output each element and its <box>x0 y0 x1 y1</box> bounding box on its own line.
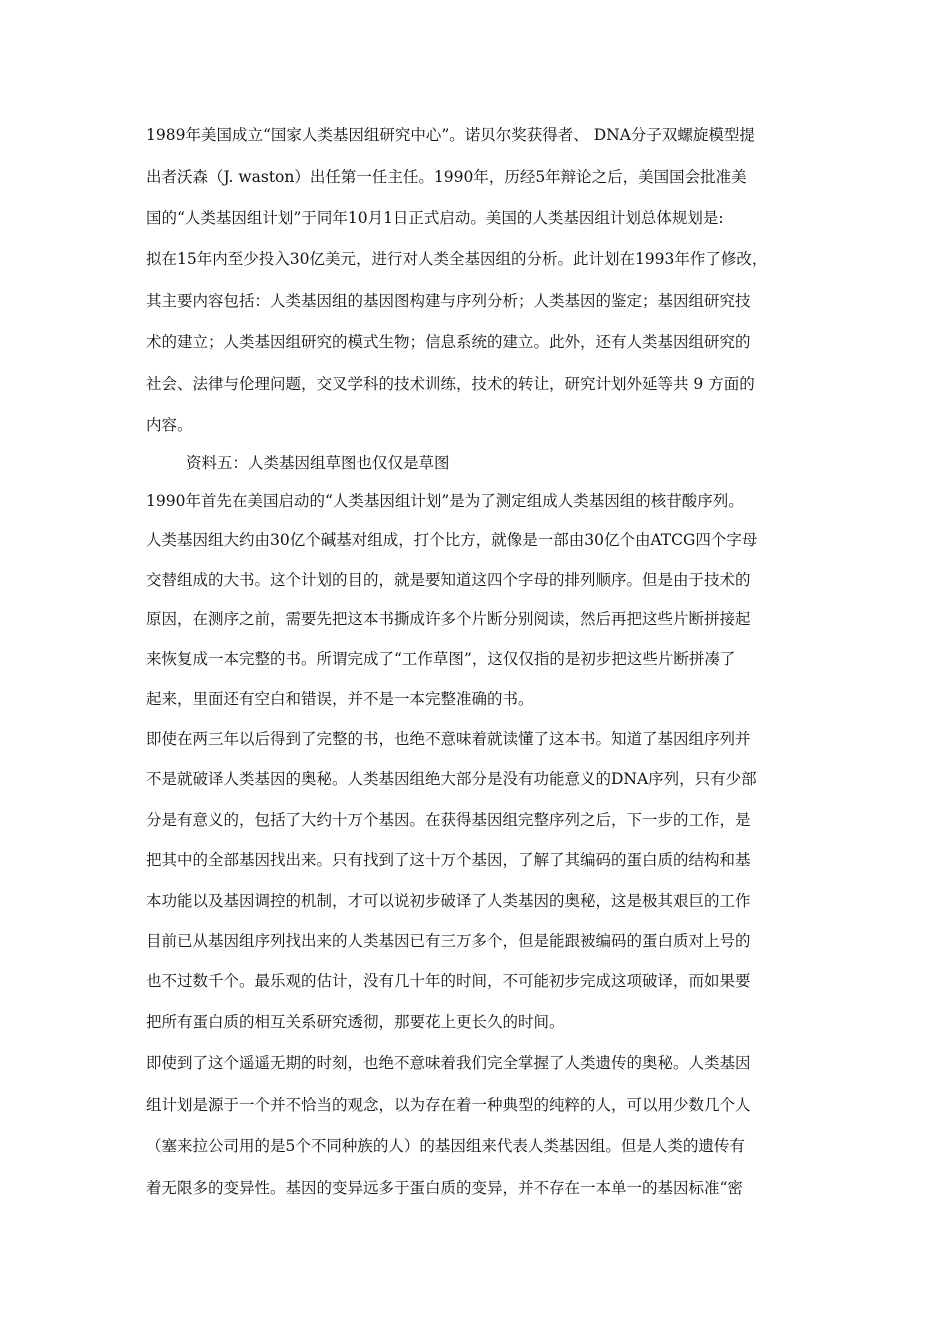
text-line: 术的建立；人类基因组研究的模式生物；信息系统的建立。此外，还有人类基因组研究的 <box>146 333 751 351</box>
text-line: 1989年美国成立“国家人类基因组研究中心”。诺贝尔奖获得者、 DNA分子双螺旋模型提 <box>146 126 755 144</box>
text-line: 出者沃森（J. waston）出任第一任主任。1990年，历经5年辩论之后，美国国会批准美 <box>146 168 747 186</box>
text-line: 也不过数千个。最乐观的估计，没有几十年的时间，不可能初步完成这项破译，而如果要 <box>146 972 751 990</box>
text-line: 分是有意义的，包括了大约十万个基因。在获得基因组完整序列之后，下一步的工作，是 <box>146 811 751 829</box>
text-line: 其主要内容包括：人类基因组的基因图构建与序列分析；人类基因的鉴定；基因组研究技 <box>146 292 751 310</box>
text-line: 把所有蛋白质的相互关系研究透彻，那要花上更长久的时间。 <box>146 1013 565 1031</box>
text-line: 即使到了这个遥遥无期的时刻，也绝不意味着我们完全掌握了人类遗传的奥秘。人类基因 <box>146 1054 751 1072</box>
text-line: 国的“人类基因组计划”于同年10月1日正式启动。美国的人类基因组计划总体规划是: <box>146 209 724 227</box>
text-line: 目前已从基因组序列找出来的人类基因已有三万多个，但是能跟被编码的蛋白质对上号的 <box>146 932 751 950</box>
text-line: 即使在两三年以后得到了完整的书，也绝不意味着就读懂了这本书。知道了基因组序列并 <box>146 730 751 748</box>
text-line: 1990年首先在美国启动的“人类基因组计划”是为了测定组成人类基因组的核苷酸序列。 <box>146 492 744 510</box>
section-heading: 资料五：人类基因组草图也仅仅是草图 <box>186 454 450 472</box>
text-line: 起来，里面还有空白和错误，并不是一本完整准确的书。 <box>146 690 534 708</box>
text-line: 交替组成的大书。这个计划的目的，就是要知道这四个字母的排列顺序。但是由于技术的 <box>146 571 751 589</box>
text-line: 不是就破译人类基因的奥秘。人类基因组绝大部分是没有功能意义的DNA序列，只有少部 <box>146 770 757 788</box>
text-line: 着无限多的变异性。基因的变异远多于蛋白质的变异，并不存在一本单一的基因标准“密 <box>146 1179 743 1197</box>
text-line: 原因，在测序之前，需要先把这本书撕成许多个片断分别阅读，然后再把这些片断拼接起 <box>146 610 751 628</box>
text-line: 来恢复成一本完整的书。所谓完成了“工作草图”，这仅仅指的是初步把这些片断拼凑了 <box>146 650 736 668</box>
text-line: 社会、法律与伦理问题，交叉学科的技术训练，技术的转让，研究计划外延等共 9 方面的 <box>146 375 755 393</box>
text-line: 人类基因组大约由30亿个碱基对组成，打个比方，就像是一部由30亿个由ATCG四个字母 <box>146 531 758 549</box>
text-line: 把其中的全部基因找出来。只有找到了这十万个基因，了解了其编码的蛋白质的结构和基 <box>146 851 751 869</box>
text-line: 拟在15年内至少投入30亿美元，进行对人类全基因组的分析。此计划在1993年作了修改， <box>146 250 768 268</box>
text-line: 组计划是源于一个并不恰当的观念，以为存在着一种典型的纯粹的人，可以用少数几个人 <box>146 1096 751 1114</box>
text-line: 内容。 <box>146 416 193 434</box>
text-line: （塞来拉公司用的是5个不同种族的人）的基因组来代表人类基因组。但是人类的遗传有 <box>146 1137 745 1155</box>
text-line: 本功能以及基因调控的机制，才可以说初步破译了人类基因的奥秘，这是极其艰巨的工作 <box>146 892 751 910</box>
